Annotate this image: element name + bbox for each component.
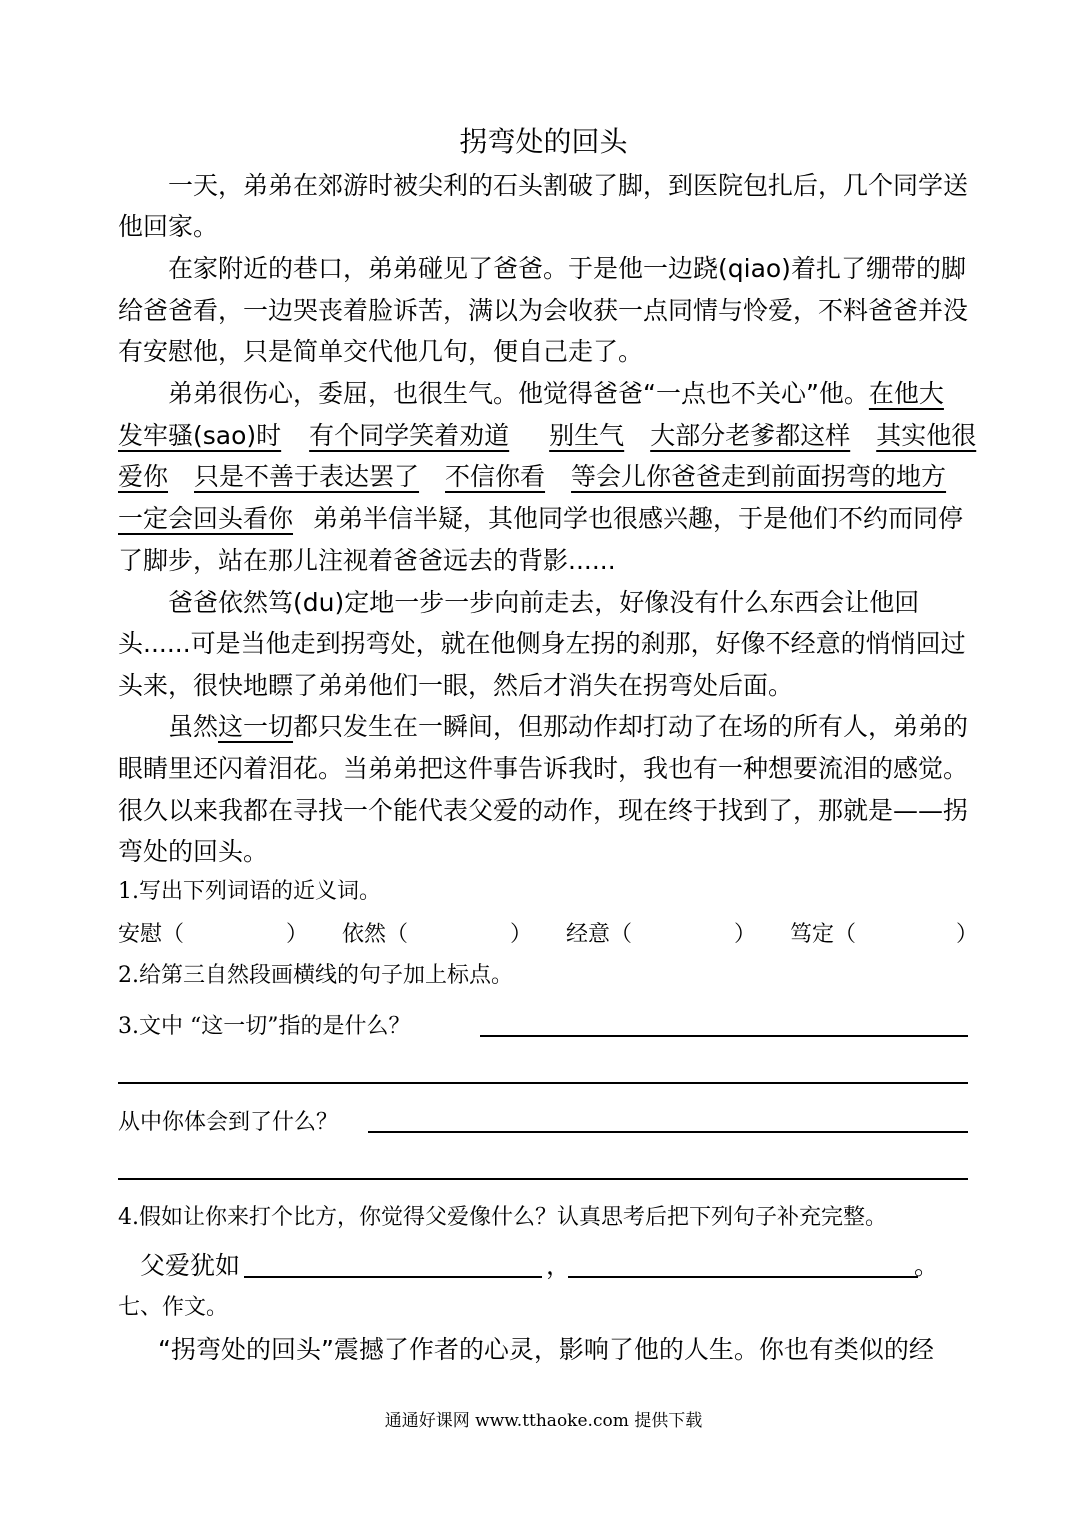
paragraph-4-line-2: 头......可是当他走到拐弯处，就在他侧身左拐的刹那，好像不经意的悄悄回过 [118,629,966,658]
question-2: 2.给第三自然段画横线的句子加上标点。 [118,963,513,988]
underlined-segment: 只是不善于表达罢了 [194,462,420,491]
question-3: 3.文中 “这一切”指的是什么？ [118,1014,411,1039]
footer-credit: 通通好课网 www.tthaoke.com 提供下载 [384,1411,703,1431]
paragraph-3-line-5: 了脚步，站在那儿注视着爸爸远去的背影...... [118,546,616,575]
underlined-segment: 爱你 [118,462,169,491]
synonym-item: 安慰（ [118,922,185,947]
synonym-close: ） [510,922,533,947]
paragraph-5-line-3: 很久以来我都在寻找一个能代表父爱的动作，现在终于找到了，那就是——拐 [118,796,969,825]
paragraph-3-line-3 [118,457,946,497]
paragraph-4-line-3: 头来，很快地瞟了弟弟他们一眼，然后才消失在拐弯处后面。 [118,671,794,700]
underlined-segment: 不信你看 [445,462,546,491]
question-4: 4.假如让你来打个比方，你觉得父爱像什么？认真思考后把下列句子补充完整。 [118,1205,887,1230]
synonym-close: ） [286,922,309,947]
paragraph-5-line-4: 弯处的回头。 [118,837,269,866]
question-4-prompt: 父爱犹如 [140,1251,241,1280]
paragraph-3-line-1 [168,374,944,414]
paragraph-3-line-4 [118,499,963,539]
answer-line[interactable] [118,1082,968,1084]
answer-line[interactable] [368,1131,968,1133]
paragraph-2-line-1: 在家附近的巷口，弟弟碰见了爸爸。于是他一边跷(qiao)着扎了绷带的脚 [168,254,966,283]
synonym-item: 依然（ [342,922,409,947]
question-3-part-2: 从中你体会到了什么？ [118,1110,339,1135]
composition-heading: 七、作文。 [118,1295,229,1320]
underlined-phrase: 这一切 [218,712,294,741]
paragraph-5-line-1 [168,707,968,747]
period-mark: 。 [914,1251,940,1280]
underlined-sentence-start: 在他大 [868,379,944,408]
paragraph-1-line-2: 他回家。 [118,212,219,241]
synonym-close: ） [734,922,757,947]
paragraph-3-text: 弟弟很伤心，委屈，也很生气。他觉得爸爸“一点也不关心”他。 [168,379,869,408]
underlined-segment: 有个同学笑着劝道 [309,421,510,450]
underlined-segment: 等会儿你爸爸走到前面拐弯的地方 [571,462,947,491]
paragraph-2-line-2: 给爸爸看，一边哭丧着脸诉苦，满以为会收获一点同情与怜爱，不料爸爸并没 [118,296,969,325]
answer-line[interactable] [568,1276,918,1278]
paragraph-5-text: 虽然 [168,712,219,741]
composition-text: “拐弯处的回头”震撼了作者的心灵，影响了他的人生。你也有类似的经 [158,1335,934,1364]
underlined-segment: 发牢骚(sao)时 [118,421,282,450]
answer-line[interactable] [118,1178,968,1180]
paragraph-2-line-3: 有安慰他，只是简单交代他几句，便自己走了。 [118,337,644,366]
paragraph-4-line-1: 爸爸依然笃(du)定地一步一步向前走去，好像没有什么东西会让他回 [168,588,920,617]
paragraph-5-line-2: 眼睛里还闪着泪花。当弟弟把这件事告诉我时，我也有一种想要流泪的感觉。 [118,754,969,783]
comma-mark: ， [546,1251,572,1280]
answer-line[interactable] [244,1276,542,1278]
article-title: 拐弯处的回头 [459,125,628,158]
paragraph-1-line-1: 一天，弟弟在郊游时被尖利的石头割破了脚，到医院包扎后，几个同学送 [168,171,969,200]
paragraph-3-text: 弟弟半信半疑，其他同学也很感兴趣，于是他们不约而同停 [313,504,964,533]
paragraph-3-line-2 [118,416,976,456]
underlined-segment: 其实他很 [876,421,977,450]
underlined-sentence-end: 一定会回头看你 [118,504,294,533]
question-1: 1.写出下列词语的近义词。 [118,879,381,904]
synonym-item: 笃定（ [790,922,857,947]
underlined-segment: 大部分老爹都这样 [650,421,851,450]
answer-line[interactable] [480,1035,968,1037]
paragraph-5-text: 都只发生在一瞬间，但那动作却打动了在场的所有人，弟弟的 [293,712,969,741]
underlined-segment: 别生气 [549,421,625,450]
synonym-close: ） [956,922,979,947]
synonym-item: 经意（ [566,922,633,947]
